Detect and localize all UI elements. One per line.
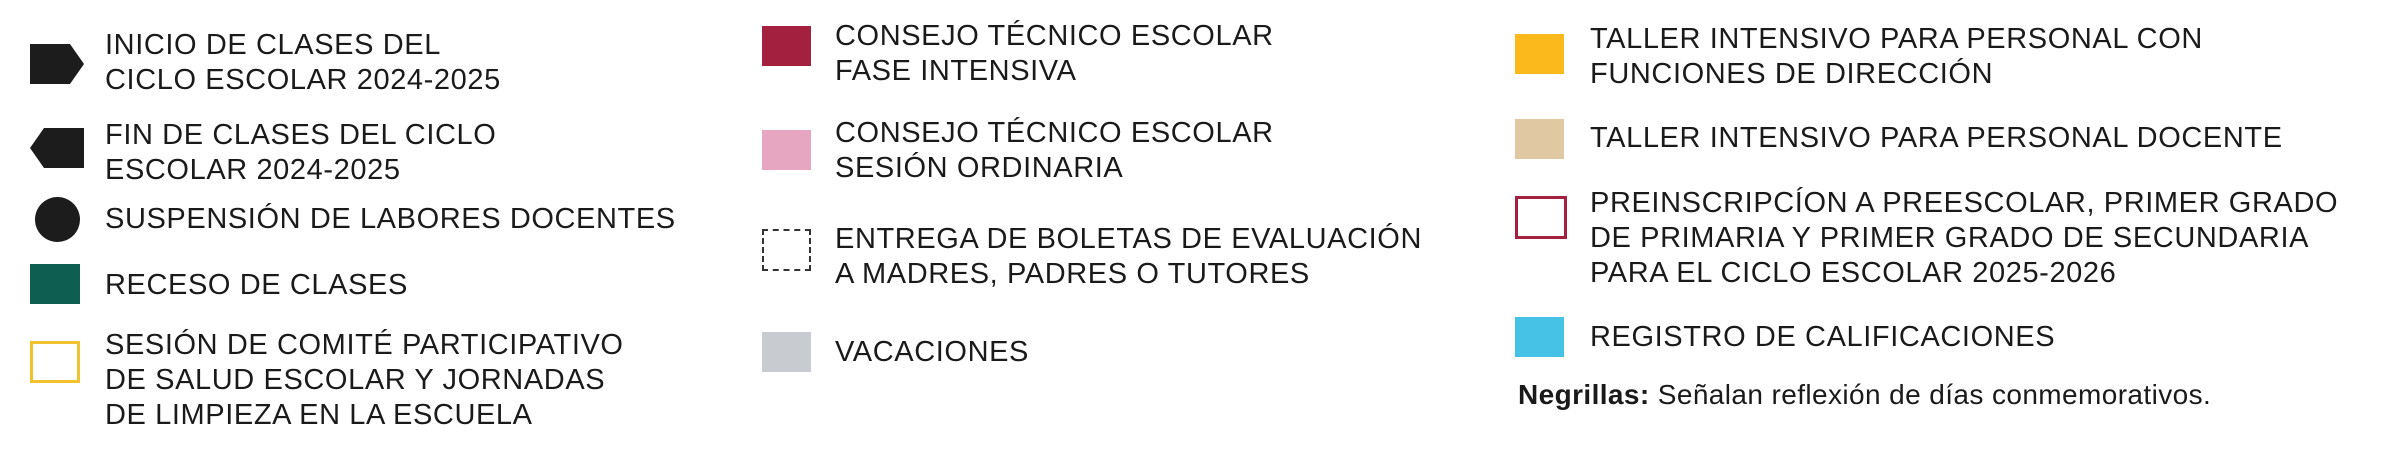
legend-label-cte-ordinaria: CONSEJO TÉCNICO ESCOLAR SESIÓN ORDINARIA bbox=[835, 117, 1274, 184]
crimson-outline-square-icon bbox=[1515, 196, 1567, 239]
legend-label-taller-docente: TALLER INTENSIVO PARA PERSONAL DOCENTE bbox=[1590, 122, 2283, 154]
green-square-icon bbox=[30, 264, 80, 304]
legend-label-fin-clases: FIN DE CLASES DEL CICLO ESCOLAR 2024-2025 bbox=[105, 119, 497, 186]
pink-square-icon bbox=[762, 130, 811, 170]
note-bold-label: Negrillas: bbox=[1518, 379, 1650, 410]
legend-label-cte-intensiva: CONSEJO TÉCNICO ESCOLAR FASE INTENSIVA bbox=[835, 20, 1274, 87]
black-circle-icon bbox=[35, 197, 80, 242]
beige-square-icon bbox=[1515, 119, 1564, 159]
legend-label-registro-calificaciones: REGISTRO DE CALIFICACIONES bbox=[1590, 321, 2056, 353]
note-text: Señalan reflexión de días conmemorativos. bbox=[1649, 379, 2212, 410]
arrow-left-pentagon-icon bbox=[30, 128, 84, 168]
legend-label-preinscripcion: PREINSCRIPCÍON A PREESCOLAR, PRIMER GRADO DE PRIMARIA Y PRIMER GRADO DE SECUNDARIA PARA EL CICLO ESCOLAR 2025-2026 bbox=[1590, 187, 2339, 289]
legend-label-entrega-boletas: ENTREGA DE BOLETAS DE EVALUACIÓN A MADRES, PADRES O TUTORES bbox=[835, 223, 1422, 290]
arrow-right-pentagon-icon bbox=[30, 44, 84, 84]
legend-label-comite-salud: SESIÓN DE COMITÉ PARTICIPATIVO DE SALUD ESCOLAR Y JORNADAS DE LIMPIEZA EN LA ESCUELA bbox=[105, 329, 624, 431]
legend-label-receso: RECESO DE CLASES bbox=[105, 269, 408, 301]
bold-days-note bbox=[1518, 378, 2211, 412]
legend-label-inicio-clases: INICIO DE CLASES DEL CICLO ESCOLAR 2024-2025 bbox=[105, 29, 501, 96]
crimson-square-icon bbox=[762, 26, 811, 66]
dashed-outline-square-icon bbox=[762, 229, 811, 271]
cyan-square-icon bbox=[1515, 317, 1564, 357]
gray-square-icon bbox=[762, 332, 811, 372]
yellow-outline-square-icon bbox=[30, 341, 80, 383]
legend-label-suspension: SUSPENSIÓN DE LABORES DOCENTES bbox=[105, 203, 676, 235]
legend-label-taller-direccion: TALLER INTENSIVO PARA PERSONAL CON FUNCIONES DE DIRECCIÓN bbox=[1590, 23, 2203, 90]
amber-square-icon bbox=[1515, 34, 1564, 74]
legend-label-vacaciones: VACACIONES bbox=[835, 336, 1030, 368]
